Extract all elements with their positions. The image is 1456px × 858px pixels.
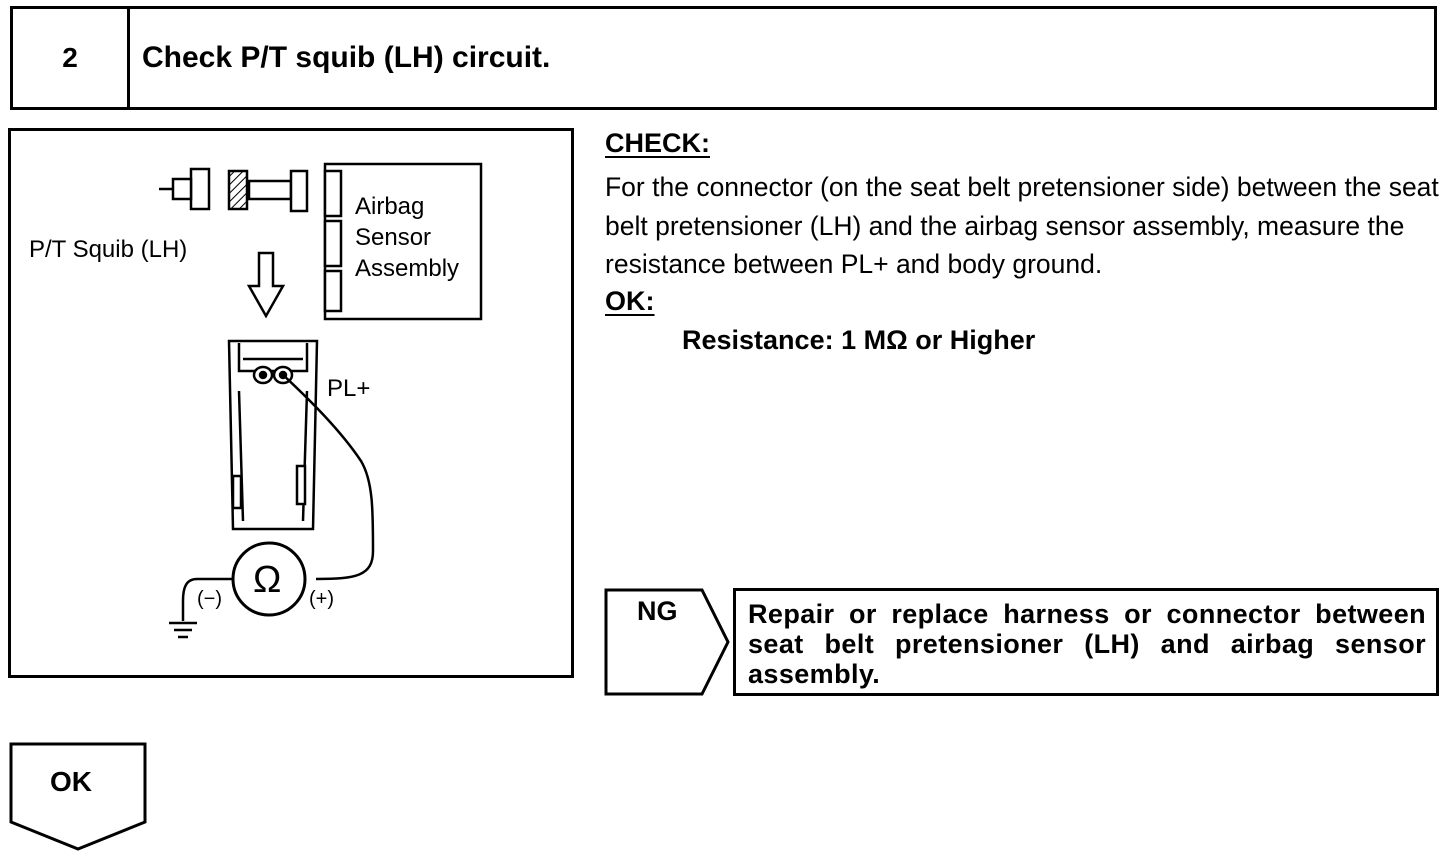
ok-result-label: OK (50, 766, 92, 797)
ohm-symbol: Ω (253, 559, 282, 601)
plus-label: (+) (309, 588, 334, 610)
check-heading: CHECK: (605, 128, 710, 158)
diagram-drawing (11, 131, 571, 675)
ok-heading: OK: (605, 286, 655, 316)
minus-label: (−) (197, 588, 222, 610)
resistance-spec: Resistance: 1 MΩ or Higher (682, 325, 1036, 355)
step-header (10, 6, 1437, 110)
terminal-label: PL+ (327, 375, 371, 402)
step-title: Check P/T squib (LH) circuit. (142, 41, 551, 74)
sensor-label-line3: Assembly (355, 255, 460, 282)
squib-label: P/T Squib (LH) (29, 236, 188, 263)
sensor-label-line2: Sensor (355, 224, 432, 251)
sensor-label-line1: Airbag (355, 193, 425, 220)
down-arrow-icon (249, 253, 283, 316)
ng-action-box (733, 588, 1439, 696)
step-number: 2 (13, 9, 130, 107)
ng-label: NG (637, 596, 678, 626)
ng-action-text: Repair or replace harness or connector between seat belt pretensioner (LH) and airbag sensor assembly. (748, 599, 1426, 689)
harness-connector-icon (249, 171, 307, 211)
check-instructions: For the connector (on the seat belt pretensioner side) between the seat belt pretensioner (LH) and the airbag sensor assembly, measure the resistance between PL+ and body ground. (605, 172, 1439, 279)
connector-diagram (8, 128, 574, 678)
squib-plug-icon (159, 169, 209, 209)
ground-symbol-icon (169, 623, 197, 637)
connector-body-icon (229, 341, 317, 529)
hatched-connector-icon (229, 171, 247, 209)
